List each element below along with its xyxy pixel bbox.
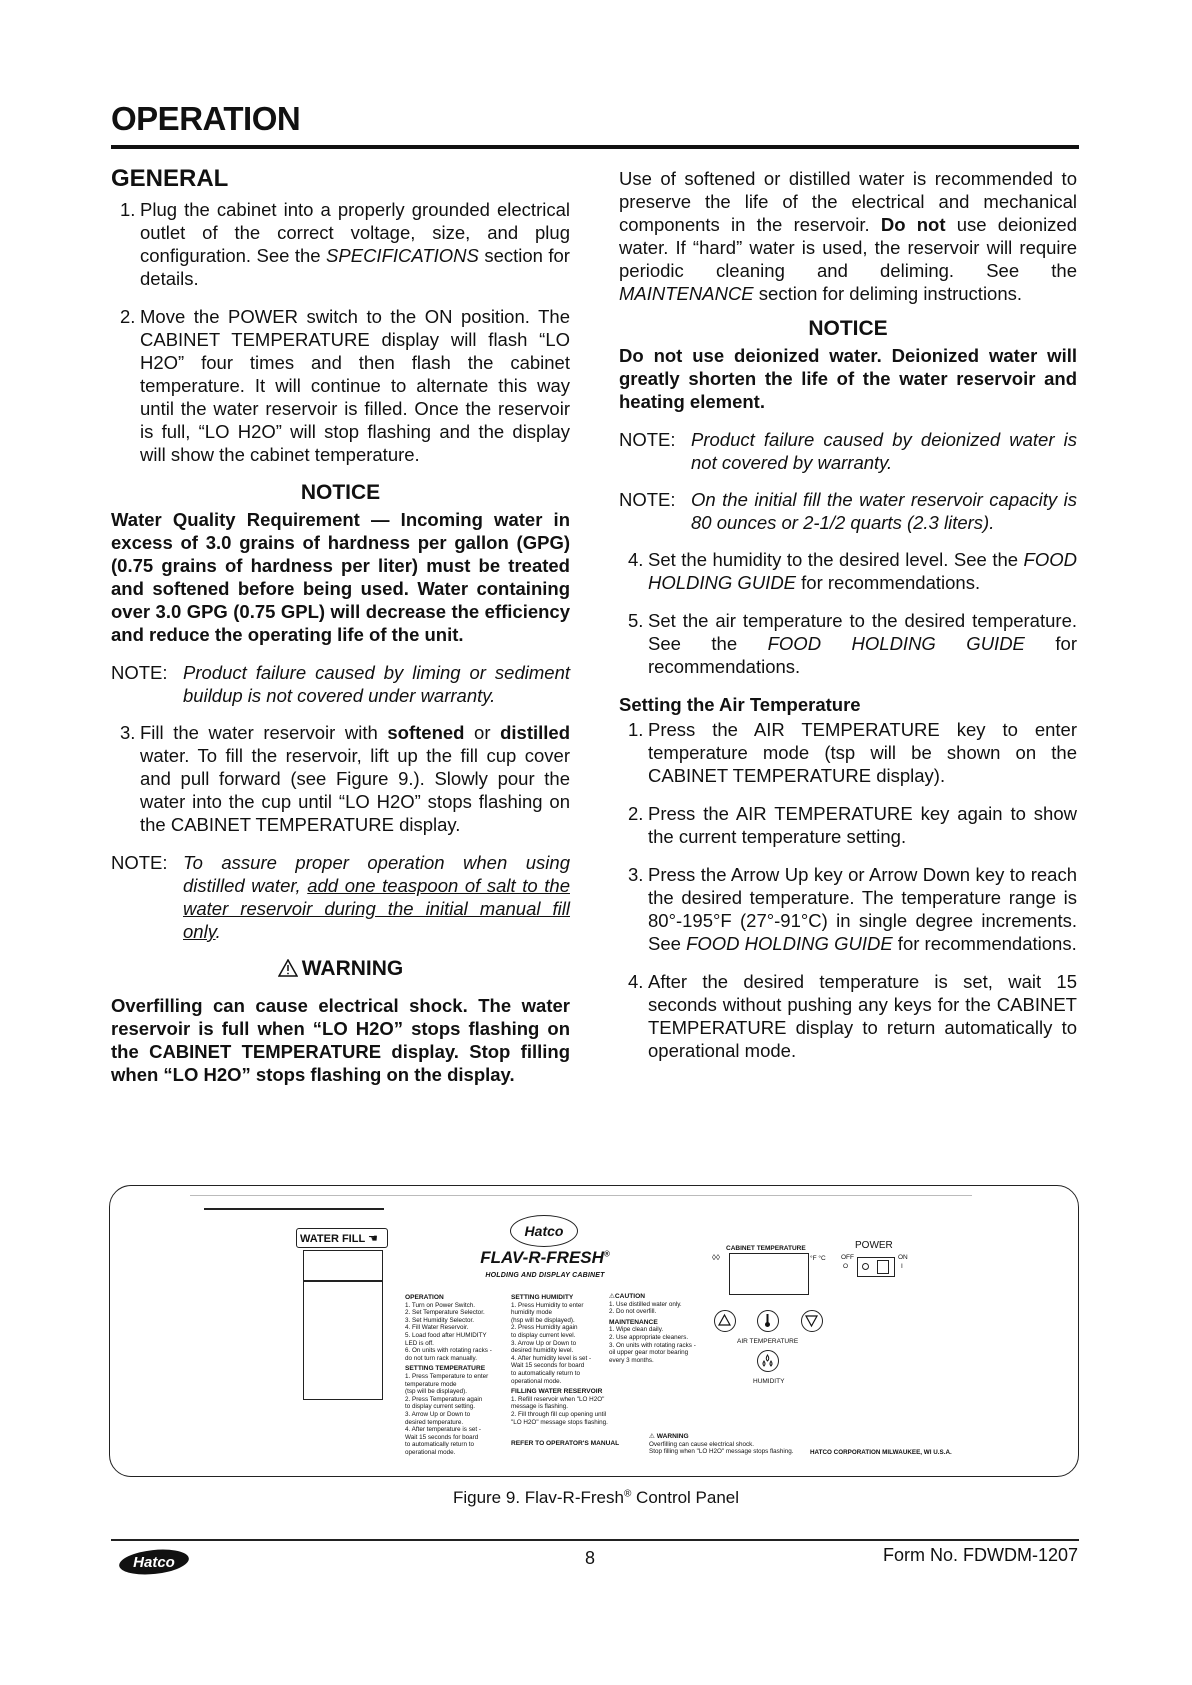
panel-instruction-line: 2. Set Temperature Selector.	[405, 1309, 485, 1317]
left-column	[111, 165, 570, 1101]
panel-instruction-line: 3. Set Humidity Selector.	[405, 1316, 474, 1324]
deionized-notice: Do not use deionized water. Deionized water will greatly shorten the life of the water reservoir and heating element.	[619, 345, 1077, 412]
water-drops-icon	[758, 1351, 777, 1370]
notice-heading-2: NOTICE	[808, 317, 888, 340]
panel-humidity-instructions: SETTING HUMIDITY 1. Press Humidity to enter humidity mode (hsp will be displayed). 2. Press Humidity again to display current level. 3. Arrow Up or Down to desired humidity level. 4. After humidity level is set - Wait 15 seconds for board to automatically return to operational mode. FILLING WATER RESERVOIR 1. Refill reservoir when "LO H2O" message is flashing. 2. Fill through fill cup opening until "LO H2O" message stops flashing. REFER TO OPERATOR'S MANUAL	[511, 1294, 620, 1448]
panel-top-line-2	[204, 1208, 384, 1210]
panel-instruction-line: 4. After temperature is set -	[405, 1426, 481, 1434]
panel-instruction-line: 6. On units with rotating racks -	[405, 1347, 492, 1355]
panel-instruction-line: 2. Press Temperature again	[405, 1395, 483, 1403]
title-rule	[111, 145, 1079, 149]
panel-instruction-line: to automatically return to	[511, 1369, 580, 1377]
step-3: 3. Fill the water reservoir with softened or distilled water. To fill the reservoir, lift up the fill cup cover and pull forward (see Figure 9.). Slowly pour the water into the cup until “LO H2O” stops flashing on the CABINET TEMPERATURE display.	[120, 722, 570, 835]
note-deionized: NOTE: Product failure caused by deionized water is not covered by warranty.	[619, 429, 1077, 473]
cabinet-temperature-label: CABINET TEMPERATURE	[726, 1245, 806, 1252]
panel-caution-instructions: ⚠CAUTION 1. Use distilled water only. 2. Do not overfill. MAINTENANCE 1. Wipe clean daily. 2. Use appropriate cleaners. 3. On units with rotating racks - oil upper gear motor bearing every 3 months.	[609, 1293, 696, 1364]
panel-instruction-line: Wait 15 seconds for board	[405, 1433, 479, 1441]
arrow-down-icon	[802, 1311, 821, 1330]
footer-rule	[111, 1539, 1079, 1541]
step-5: 5. Set the air temperature to the desired temperature. See the FOOD HOLDING GUIDE for recommendations.	[628, 610, 1077, 677]
step-1: 1. Plug the cabinet into a properly grounded electrical outlet of the correct voltage, size, and plug configuration. See the SPECIFICATIONS section for details.	[120, 199, 570, 289]
notice-heading: NOTICE	[300, 481, 381, 504]
water-fill-label: WATER FILL ☚	[296, 1228, 388, 1248]
right-column	[619, 167, 1077, 1077]
fill-cup-line	[303, 1280, 383, 1282]
panel-top-line	[190, 1195, 972, 1196]
off-label: OFF	[841, 1254, 854, 1261]
panel-instruction-line: operational mode.	[511, 1377, 562, 1385]
power-label: POWER	[855, 1240, 893, 1251]
figure-caption: Figure 9. Flav-R-Fresh® Control Panel	[452, 1488, 740, 1507]
form-number: Form No. FDWDM-1207	[882, 1545, 1078, 1565]
power-switch-knob[interactable]	[877, 1260, 889, 1274]
hatco-footer-logo	[117, 1547, 191, 1577]
cabinet-temperature-display	[729, 1253, 809, 1295]
off-symbol: O	[843, 1263, 849, 1270]
warning-small-icon: ⚠	[649, 1433, 655, 1440]
footer-logo-text: Hatco	[133, 1554, 175, 1571]
thermometer-icon	[758, 1311, 777, 1330]
hatco-logo: Hatco	[510, 1215, 578, 1247]
fill-cup-cover	[303, 1250, 383, 1400]
brand-subtitle: HOLDING AND DISPLAY CABINET	[485, 1272, 605, 1279]
page-title: OPERATION	[111, 100, 301, 137]
step-4: 4. Set the humidity to the desired level. See the FOOD HOLDING GUIDE for recommendations.	[628, 549, 1077, 593]
panel-instruction-line: to display current setting.	[405, 1403, 476, 1411]
warning-text: Overfilling can cause electrical shock. The water reservoir is full when “LO H2O” stops flashing on the CABINET TEMPERATURE display. Stop filling when “LO H2O” stops flashing on the display.	[111, 995, 570, 1085]
warning-heading: WARNING	[111, 957, 570, 980]
panel-instruction-line: (hsp will be displayed).	[511, 1316, 575, 1324]
on-label: ON	[898, 1254, 908, 1261]
arrow-down-button[interactable]	[801, 1310, 823, 1332]
panel-instruction-line: to automatically return to	[405, 1441, 474, 1449]
humidity-drops-icon: ◊◊	[712, 1253, 720, 1262]
panel-instruction-line: desired humidity level.	[511, 1347, 574, 1355]
panel-instruction-line: Wait 15 seconds for board	[511, 1362, 585, 1370]
panel-instruction-line: 1. Press Temperature to enter	[405, 1372, 489, 1380]
panel-instruction-line: every 3 months.	[609, 1356, 654, 1364]
panel-instruction-line: desired temperature.	[405, 1418, 464, 1426]
panel-instruction-line: message is flashing.	[511, 1403, 569, 1411]
arrow-up-button[interactable]	[714, 1310, 736, 1332]
panel-instruction-line: 3. Arrow Up or Down to	[511, 1339, 577, 1347]
air-step-4: 4. After the desired temperature is set, wait 15 seconds without pushing any keys for the CABINET TEMPERATURE display to return automatically to operational mode.	[628, 971, 1077, 1061]
panel-instruction-line: 1. Press Humidity to enter	[511, 1301, 584, 1309]
panel-corp: HATCO CORPORATION MILWAUKEE, WI U.S.A.	[810, 1449, 952, 1456]
panel-instruction-line: (tsp will be displayed).	[405, 1388, 467, 1396]
panel-instruction-line: 2. Fill through fill cup opening until	[511, 1410, 607, 1418]
panel-instruction-line: 2. Do not overfill.	[609, 1308, 657, 1316]
panel-instruction-line: humidity mode	[511, 1309, 552, 1317]
note-liming: NOTE: Product failure caused by liming or sediment buildup is not covered under warranty.	[111, 662, 570, 706]
section-heading-general: GENERAL	[111, 165, 229, 192]
air-step-1: 1. Press the AIR TEMPERATURE key to enter temperature mode (tsp will be shown on the CABINET TEMPERATURE display).	[628, 719, 1077, 786]
panel-instruction-line: 2. Press Humidity again	[511, 1324, 578, 1332]
water-intro: Use of softened or distilled water is recommended to preserve the life of the electrical and mechanical components in the reservoir. Do not use deionized water. If “hard” water is used, the reservoir will require periodic cleaning and deliming. See the MAINTENANCE section for deliming instructions.	[619, 168, 1078, 304]
panel-instruction-line: to display current level.	[511, 1331, 576, 1339]
air-temperature-label: AIR TEMPERATURE	[737, 1338, 799, 1345]
panel-instruction-line: 1. Turn on Power Switch.	[405, 1301, 475, 1309]
panel-warning: ⚠ WARNING Overfilling can cause electrical shock. Stop filling when "LO H2O" message stops flashing.	[649, 1433, 794, 1456]
panel-instruction-line: 1. Use distilled water only.	[609, 1300, 682, 1308]
on-symbol: I	[901, 1263, 903, 1270]
brand-name: FLAV-R-FRESH®	[480, 1248, 610, 1267]
note-distilled-water: NOTE: To assure proper operation when using distilled water, add one teaspoon of salt to the water reservoir during the initial manual fill only.	[111, 852, 570, 942]
page-number: 8	[585, 1548, 596, 1568]
panel-instruction-line: "LO H2O" message stops flashing.	[511, 1418, 608, 1426]
panel-instruction-line: 5. Load food after HUMIDITY	[405, 1331, 487, 1339]
panel-instruction-line: 2. Use appropriate cleaners.	[609, 1333, 689, 1341]
water-quality-notice: Water Quality Requirement — Incoming water in excess of 3.0 grains of hardness per gallon (GPG) (0.75 grains of hardness per liter) must be treated and softened before being used. Water containing over 3.0 GPG (0.75 GPL) will decrease the efficiency and reduce the operating life of the unit.	[111, 509, 570, 645]
hand-pointer-icon: ☚	[368, 1233, 378, 1245]
panel-instruction-line: Overfilling can cause electrical shock.	[649, 1440, 754, 1448]
fahrenheit-celsius-label: °F °C	[810, 1255, 826, 1262]
panel-instruction-line: temperature mode	[405, 1380, 457, 1388]
humidity-button[interactable]	[757, 1350, 779, 1372]
air-temperature-button[interactable]	[757, 1310, 779, 1332]
panel-instruction-line: LED is off.	[405, 1339, 434, 1347]
panel-instruction-line: oil upper gear motor bearing	[609, 1349, 689, 1357]
warning-triangle-icon	[278, 959, 298, 977]
power-switch-dot	[862, 1263, 869, 1270]
panel-instruction-line: 3. Arrow Up or Down to	[405, 1410, 471, 1418]
humidity-label: HUMIDITY	[753, 1378, 785, 1385]
arrow-up-icon	[715, 1311, 734, 1330]
note-capacity: NOTE: On the initial fill the water reservoir capacity is 80 ounces or 2-1/2 quarts (2.3 liters).	[619, 489, 1077, 533]
panel-instruction-line: 1. Refill reservoir when "LO H2O"	[511, 1395, 605, 1403]
caution-triangle-icon: ⚠	[609, 1293, 615, 1300]
panel-instruction-line: operational mode.	[405, 1448, 456, 1456]
air-step-3: 3. Press the Arrow Up key or Arrow Down key to reach the desired temperature. The temperature range is 80°-195°F (27°-91°C) in single degree increments. See FOOD HOLDING GUIDE for recommendations.	[628, 864, 1077, 954]
panel-instruction-line: 4. After humidity level is set -	[511, 1354, 592, 1362]
panel-operation-instructions: OPERATION 1. Turn on Power Switch. 2. Set Temperature Selector. 3. Set Humidity Selector. 4. Fill Water Reservoir. 5. Load food after HUMIDITY LED is off. 6. On units with rotating racks - do not turn rack manually. SETTING TEMPERATURE 1. Press Temperature to enter temperature mode (tsp will be displayed). 2. Press Temperature again to display current setting. 3. Arrow Up or Down to desired temperature. 4. After temperature is set - Wait 15 seconds for board to automatically return to operational mode.	[405, 1294, 492, 1456]
panel-instruction-line: Stop filling when "LO H2O" message stops flashing.	[649, 1448, 794, 1456]
air-step-2: 2. Press the AIR TEMPERATURE key again to show the current temperature setting.	[628, 803, 1077, 847]
panel-instruction-line: 3. On units with rotating racks -	[609, 1341, 696, 1349]
sub-heading-air-temperature: Setting the Air Temperature	[619, 694, 861, 715]
panel-instruction-line: do not turn rack manually.	[405, 1354, 477, 1362]
panel-instruction-line: 1. Wipe clean daily.	[609, 1326, 664, 1334]
panel-instruction-line: 4. Fill Water Reservoir.	[405, 1324, 469, 1332]
step-2: 2. Move the POWER switch to the ON position. The CABINET TEMPERATURE display will flash “LO H2O” four times and then flash the cabinet temperature. It will continue to alternate this way until the water reservoir is filled. Once the reservoir is full, “LO H2O” will stop flashing and the display will show the cabinet temperature.	[120, 306, 570, 465]
